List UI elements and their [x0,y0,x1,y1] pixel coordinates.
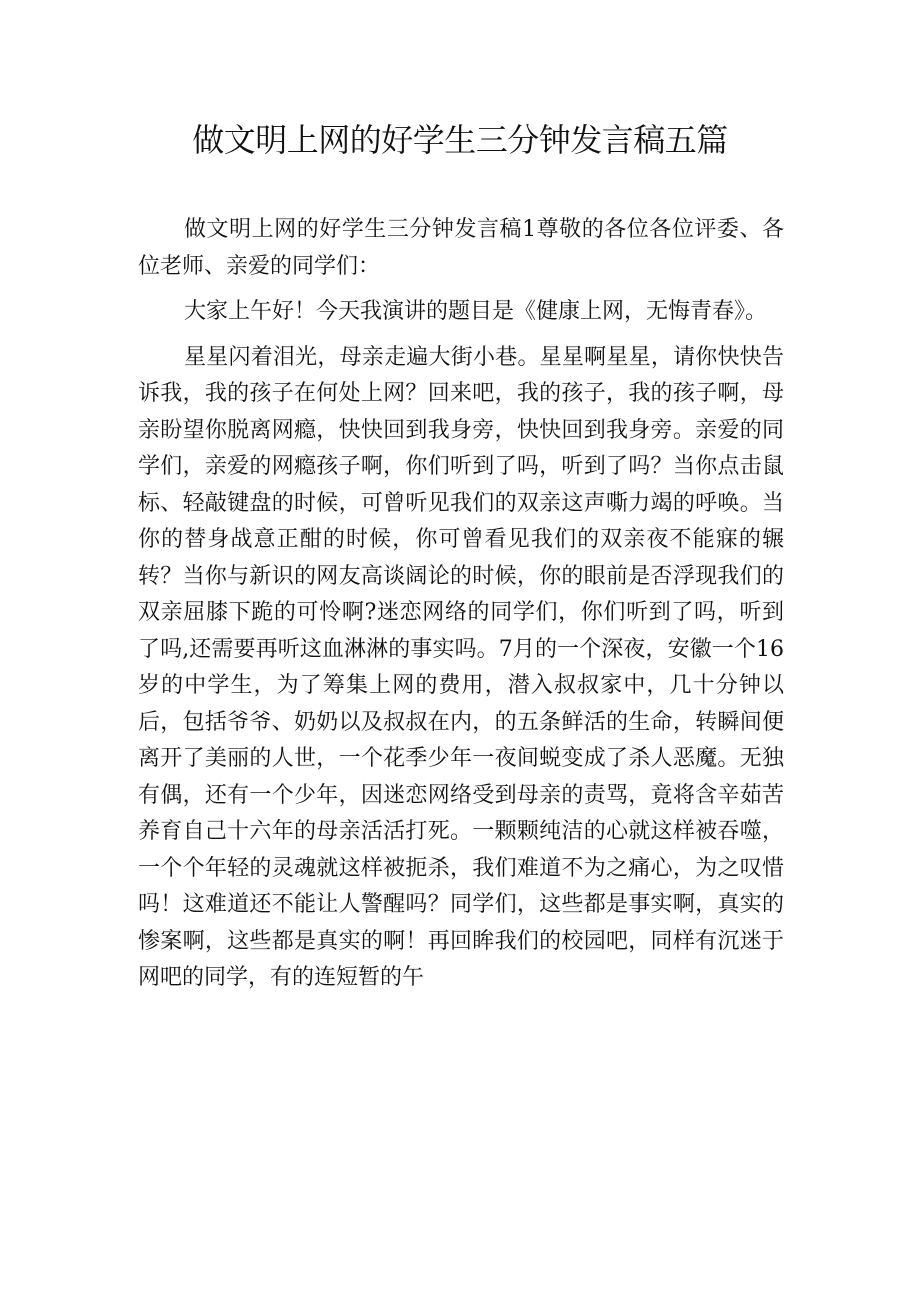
document-body [138,212,784,997]
paragraph-greeting: 大家上午好！今天我演讲的题目是《健康上网，无悔青春》。 [184,299,768,324]
paragraph-main: 星星闪着泪光，母亲走遍大街小巷。星星啊星星，请你快快告诉我，我的孩子在何处上网？回来吧，我的孩子，我的孩子啊，母亲盼望你脱离网瘾，快快回到我身旁，快快回到我身旁。亲爱的同学们，亲爱的网瘾孩子啊，你们听到了吗，听到了吗？当你点击鼠标、轻敲键盘的时候，可曾听见我们的双亲这声嘶力竭的呼唤。当你的替身战意正酣的时候，你可曾看见我们的双亲夜不能寐的辗转？当你与新识的网友高谈阔论的时候，你的眼前是否浮现我们的双亲屈膝下跪的可怜啊?迷恋网络的同学们，你们听到了吗，听到了吗,还需要再听这血淋淋的事实吗。7月的一个深夜，安徽一个16岁的中学生，为了筹集上网的费用，潜入叔叔家中，几十分钟以后，包括爷爷、奶奶以及叔叔在内，的五条鲜活的生命，转瞬间便离开了美丽的人世，一个花季少年一夜间蜕变成了杀人恶魔。无独有偶，还有一个少年，因迷恋网络受到母亲的责骂，竟将含辛茹苦养育自己十六年的母亲活活打死。一颗颗纯洁的心就这样被吞噬，一个个年轻的灵魂就这样被扼杀，我们难道不为之痛心，为之叹惜吗！这难道还不能让人警醒吗？同学们，这些都是事实啊，真实的惨案啊，这些都是真实的啊！再回眸我们的校园吧，同样有沉迷于网吧的同学，有的连短暂的午 [138,344,784,990]
document-title: 做文明上网的好学生三分钟发言稿五篇 [192,121,728,159]
paragraph-salutation: 做文明上网的好学生三分钟发言稿1尊敬的各位各位评委、各位老师、亲爱的同学们： [138,217,784,279]
